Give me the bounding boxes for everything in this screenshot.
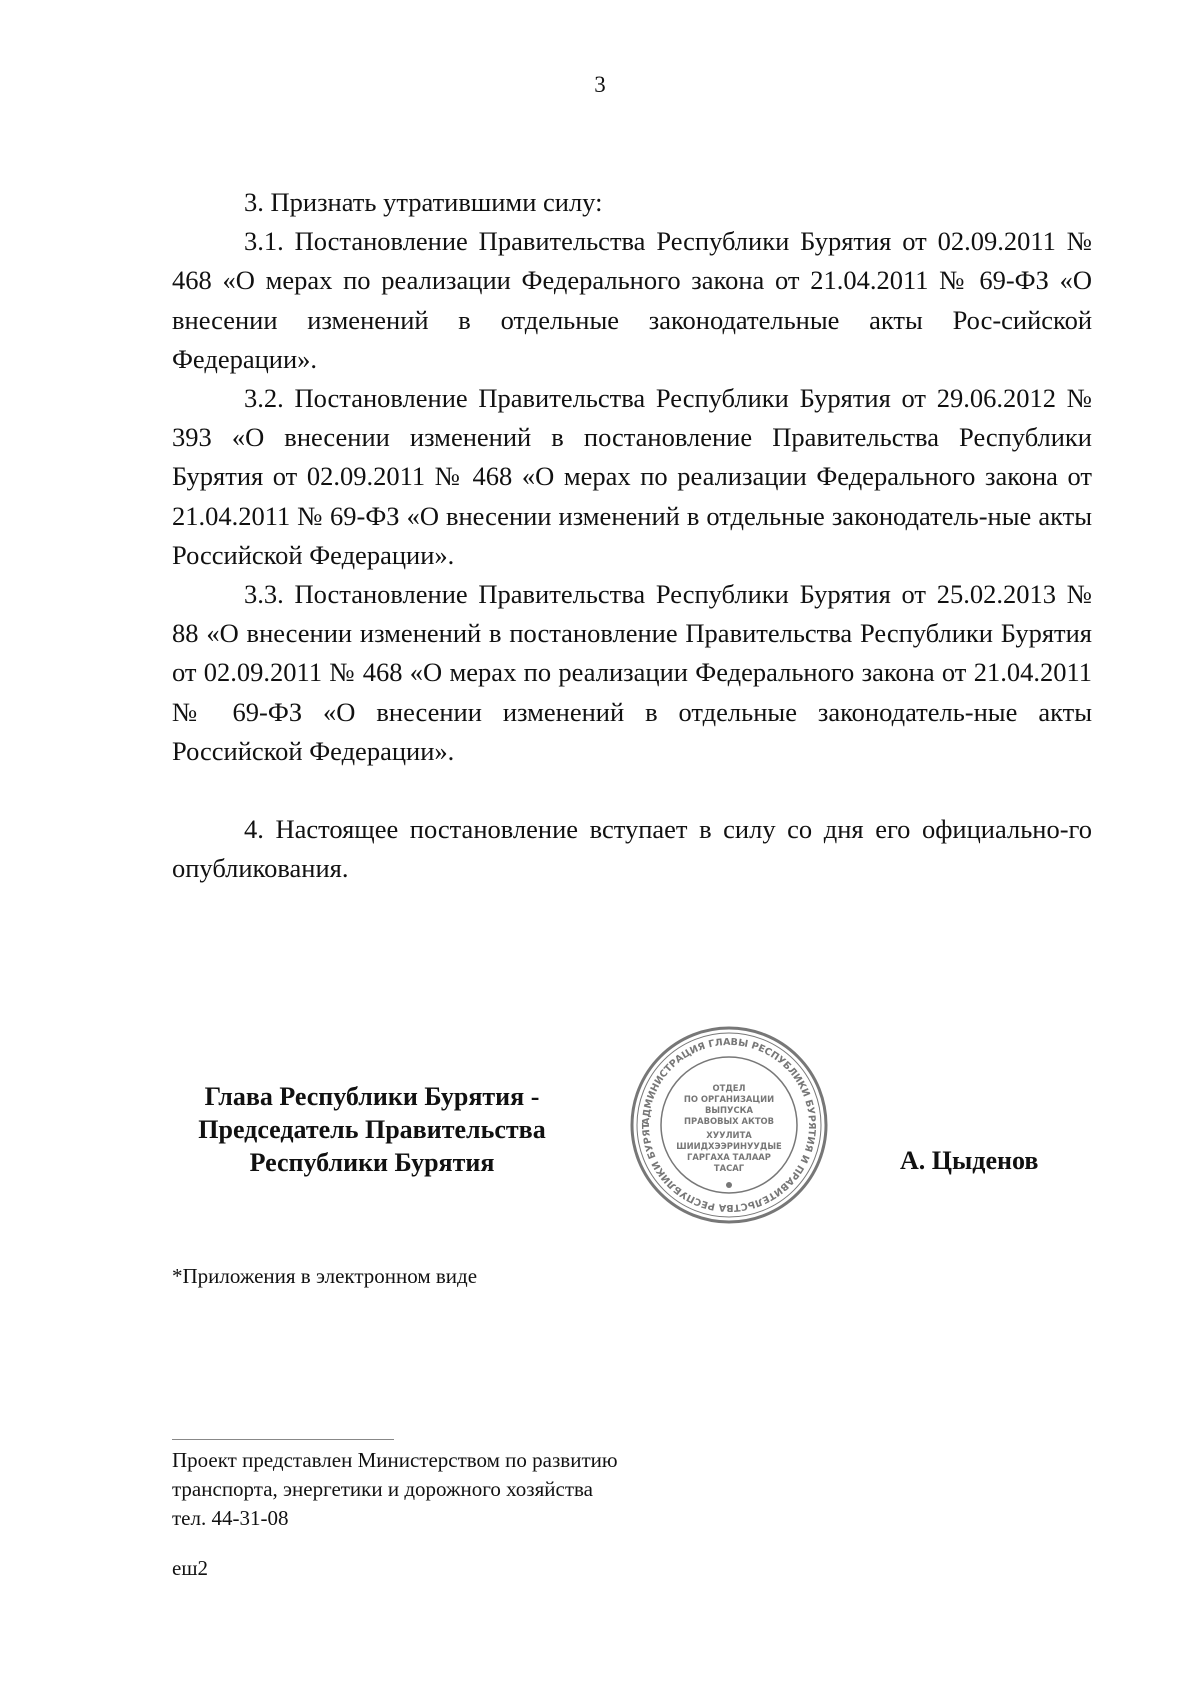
seal-dot-icon <box>726 1182 732 1188</box>
svg-text:ВЫПУСКА: ВЫПУСКА <box>704 1105 754 1115</box>
paragraph-3-1: 3.1. Постановление Правительства Республики Бурятия от 02.09.2011 № 468 «О мерах по реализации Федерального закона от 21.04.2011 № 69-ФЗ «О внесении изменений в отдельные законодательные акты Рос-сийской Федерации». <box>172 226 1092 374</box>
document-body <box>172 183 1092 888</box>
footnote-line: тел. 44-31-08 <box>172 1506 289 1530</box>
signature-title <box>172 1080 572 1179</box>
svg-text:ХУУЛИТА: ХУУЛИТА <box>706 1130 752 1140</box>
svg-text:ТАСАГ: ТАСАГ <box>713 1163 745 1173</box>
paragraph-3: 3. Признать утратившими силу: <box>244 187 603 217</box>
document-code: еш2 <box>172 1556 208 1580</box>
svg-text:ПО ОРГАНИЗАЦИИ: ПО ОРГАНИЗАЦИИ <box>683 1094 775 1104</box>
signature-title-line: Председатель Правительства <box>198 1115 546 1144</box>
seal-graphic <box>629 1025 829 1225</box>
signature-title-line: Республики Бурятия <box>249 1148 495 1177</box>
signer-name: А. Цыденов <box>900 1146 1039 1175</box>
signature-title-line: Глава Республики Бурятия - <box>204 1082 540 1111</box>
seal-center-text <box>676 1083 782 1173</box>
svg-text:ГАРГАХА ТАЛААР: ГАРГАХА ТАЛААР <box>687 1152 771 1162</box>
svg-text:ШИИДХЭЭРИНУУДЫЕ: ШИИДХЭЭРИНУУДЫЕ <box>676 1141 782 1151</box>
svg-text:ПРАВОВЫХ АКТОВ: ПРАВОВЫХ АКТОВ <box>683 1116 775 1126</box>
page-number: 3 <box>594 72 606 97</box>
official-seal <box>629 1025 829 1225</box>
svg-text:ОТДЕЛ: ОТДЕЛ <box>712 1083 746 1093</box>
appendix-note: *Приложения в электронном виде <box>172 1264 478 1288</box>
paragraph-4: 4. Настоящее постановление вступает в силу со дня его официально-го опубликования. <box>172 814 1092 884</box>
footnote-line: Проект представлен Министерством по развитию <box>172 1448 618 1472</box>
seal-ring-text: АДМИНИСТРАЦИЯ ГЛАВЫ РЕСПУБЛИКИ БУРЯТИЯ И ПРАВИТЕЛЬСТВА РЕСПУБЛИКИ БУРЯТ <box>640 1036 818 1214</box>
paragraph-3-2: 3.2. Постановление Правительства Республики Бурятия от 29.06.2012 № 393 «О внесении изменений в постановление Правительства Республики Бурятия от 02.09.2011 № 468 «О мерах по реализации Федерального закона от 21.04.2011 № 69-ФЗ «О внесении изменений в отдельные законодатель-ные акты Российской Федерации». <box>172 383 1092 570</box>
footnote <box>172 1446 618 1533</box>
footnote-line: транспорта, энергетики и дорожного хозяйства <box>172 1477 593 1501</box>
footnote-divider <box>172 1439 394 1440</box>
paragraph-3-3: 3.3. Постановление Правительства Республики Бурятия от 25.02.2013 № 88 «О внесении изменений в постановление Правительства Республики Бурятия от 02.09.2011 № 468 «О мерах по реализации Федерального закона от 21.04.2011 № 69-ФЗ «О внесении изменений в отдельные законодатель-ные акты Российской Федерации». <box>172 579 1092 766</box>
